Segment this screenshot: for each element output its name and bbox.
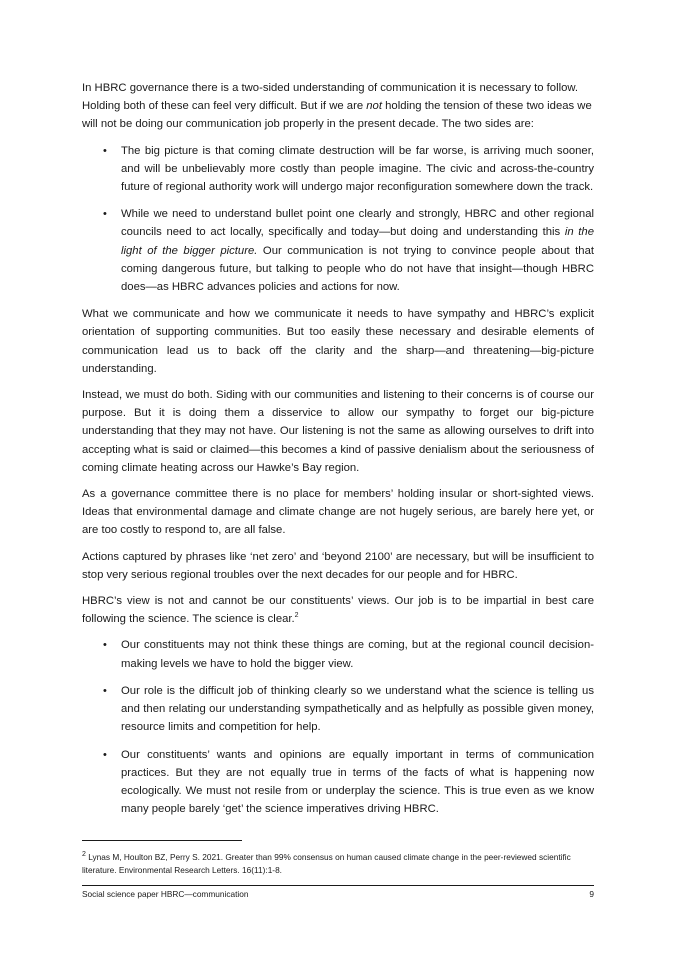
bullet-icon: •	[103, 144, 107, 157]
page-number: 9	[589, 889, 594, 899]
bullet-list-constituents	[82, 636, 594, 818]
paragraph-intro: In HBRC governance there is a two-sided understanding of communication it is necessary to follow. Holding both of these can feel very difficult. But if we are not holding the tension of these two ideas we will not be doing our communication job properly in the present decade. The two sides are:	[82, 82, 592, 131]
paragraph-governance: As a governance committee there is no place for members’ holding insular or short-sighted views. Ideas that environmental damage and climate change are not hugely serious, are barely here yet, or are too costly to respond to, are all false.	[82, 488, 594, 537]
page-footer	[82, 889, 594, 899]
paragraph-sympathy: What we communicate and how we communicate it needs to have sympathy and HBRC’s explicit orientation of supporting communities. But too easily these necessary and desirable elements of communication lead us to back off the clarity and the sharp—and threatening—big-picture understanding.	[82, 308, 594, 375]
bullet-icon: •	[103, 684, 107, 697]
footnote: $^2$ Lynas M, Houlton BZ, Perry S. 2021. Greater than 99% consensus on human caused climate change in the peer-reviewed scientific literature. Environmental Research Letters. 16(11):1-8.	[82, 851, 571, 875]
list-item: • Our role is the difficult job of thinking clearly so we understand what the science is telling us and then relating our understanding sympathetically and as helpfully as possible given money, resource limits and competition for help.	[82, 682, 594, 737]
list-item: • While we need to understand bullet point one clearly and strongly, HBRC and other regional councils need to act locally, specifically and today—but doing and understanding this in the light of the bigger picture. Our communication is not trying to convince people about that coming dangerous future, but talking to people who do not have that insight—though HBRC does—as HBRC advances policies and actions for now.	[82, 205, 594, 296]
bullet-icon: •	[103, 748, 107, 761]
bullet-list-two-sides	[82, 142, 594, 297]
list-item: • Our constituents’ wants and opinions are equally important in terms of communication practices. But they are not equally true in terms of the facts of what is happening now ecologically. We must not resile from or underplay the science. This is true even as we know many people barely ‘get’ the science imperatives driving HBRC.	[82, 746, 594, 819]
footnote-ref[interactable]: 2	[294, 612, 299, 620]
footer-divider	[82, 885, 594, 886]
paragraph-do-both: Instead, we must do both. Siding with our communities and listening to their concerns is of course our purpose. But it is doing them a disservice to allow our sympathy to forget our big-picture understanding that they may not have. Our listening is not the same as allowing ourselves to drift into accepting what is said or claimed—this becomes a kind of passive denialism about the seriousness of coming climate heating across our Hawke’s Bay region.	[82, 389, 594, 474]
footnote-divider	[82, 840, 242, 841]
list-item: • Our constituents may not think these things are coming, but at the regional council decision-making levels we have to hold the bigger view.	[82, 636, 594, 672]
bullet-icon: •	[103, 639, 107, 652]
footer-title: Social science paper HBRC—communication	[82, 889, 249, 899]
document-body	[82, 79, 594, 827]
bullet-icon: •	[103, 208, 107, 221]
list-item: • The big picture is that coming climate destruction will be far worse, is arriving much sooner, and will be unbelievably more costly than people imagine. The civic and across-the-country future of regional authority work will undergo major reconfiguration somewhere down the track.	[82, 142, 594, 197]
paragraph-net-zero: Actions captured by phrases like ‘net zero’ and ‘beyond 2100’ are necessary, but will be insufficient to stop very serious regional troubles over the next decades for our people and for HBRC.	[82, 550, 594, 581]
paragraph-hbrc-view: HBRC’s view is not and cannot be our constituents’ views. Our job is to be impartial in best care following the science. The science is clear.$^2$	[82, 595, 594, 626]
